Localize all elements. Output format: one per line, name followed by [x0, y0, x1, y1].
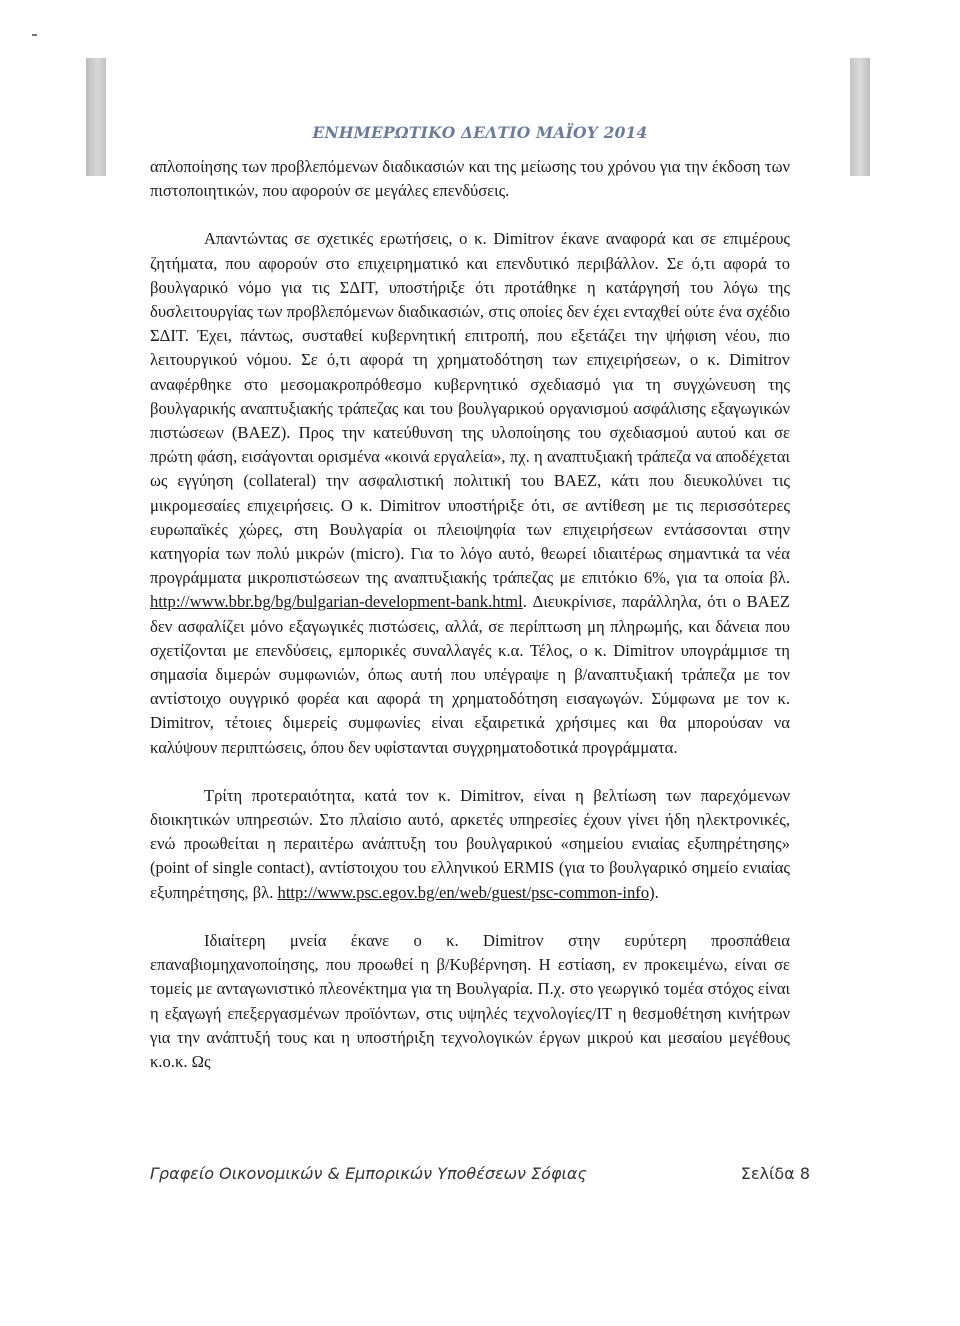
paragraph-1: απλοποίησης των προβλεπόμενων διαδικασιών και της μείωσης του χρόνου για την έκδοση των πιστοποιητικών, που αφορούν σε μεγάλες επενδύσεις.	[150, 157, 790, 201]
paragraph-2-text-a: Απαντώντας σε σχετικές ερωτήσεις, ο κ. Dimitrov έκανε αναφορά και σε επιμέρους ζητήματα, που αφορούν στο επιχειρηματικό και επενδυτικό περιβάλλον. Σε ό,τι αφορά το βουλγαρικό νόμο για τις ΣΔΙΤ, υποστήριξε ότι προτάθηκε η κατάργησή του λόγω της δυσλειτουργίας των προβλεπόμενων διαδικασιών, στις οποίες δεν έχει ενταχθεί ούτε ένα σχέδιο ΣΔΙΤ. Έχει, πάντως, συσταθεί κυβερνητική επιτροπή, που εξετάζει την ψήφιση νέου, πιο λειτουργικού νόμου. Σε ό,τι αφορά τη χρηματοδότηση των επιχειρήσεων, ο κ. Dimitrov αναφέρθηκε στο μεσομακροπρόθεσμο κυβερνητικό σχεδιασμό για τη συγχώνευση της βουλγαρικής αναπτυξιακής τράπεζας και του βουλγαρικού οργανισμού ασφάλισης εξαγωγικών πιστώσεων (BAEZ). Προς την κατεύθυνση της υλοποίησης του σχεδιασμού αυτού και σε πρώτη φάση, εισάγονται ορισμένα «κοινά εργαλεία», πχ. η αναπτυξιακή τράπεζα να αποδέχεται ως εγγύηση (collateral) την ασφαλιστική πολιτική του BAEZ, κάτι που διευκολύνει τις μικρομεσαίες επιχειρήσεις. Ο κ. Dimitrov υποστήριξε ότι, σε αντίθεση με τις περισσότερες ευρωπαϊκές χώρες, στη Βουλγαρία οι πλειοψηφία των επιχειρήσεων εντάσσονται στην κατηγορία των πολύ μικρών (micro). Για το λόγο αυτό, θεωρεί ιδιαιτέρως σημαντικά τα νέα προγράμματα μικροπιστώσεων της αναπτυξιακής τράπεζας με επιτόκιο 6%, για τα οποία βλ.	[150, 229, 790, 588]
paragraph-3	[150, 784, 790, 905]
paragraph-3-text-a: Τρίτη προτεραιότητα, κατά τον κ. Dimitrov, είναι η βελτίωση των παρεχόμενων διοικητικών υπηρεσιών. Στο πλαίσιο αυτό, αρκετές υπηρεσίες έχουν γίνει ήδη ηλεκτρονικές, ενώ προωθείται η περαιτέρω ανάπτυξη του βουλγαρικού «σημείου ενιαίας εξυπηρέτησης» (point of single contact), αντίστοιχου του ελληνικού ERMIS (για το βουλγαρικό σημείο ενιαίας εξυπηρέτησης, βλ.	[150, 785, 790, 902]
page-header-title: ΕΝΗΜΕΡΩΤΙΚΟ ΔΕΛΤΙΟ ΜΑΪΟΥ 2014	[312, 123, 648, 142]
paragraph-4: Ιδιαίτερη μνεία έκανε ο κ. Dimitrov στην ευρύτερη προσπάθεια επαναβιομηχανοποίησης, που προωθεί η β/Κυβέρνηση. Η εστίαση, εν προκειμένω, είναι σε τομείς με ανταγωνιστικό πλεονέκτημα για τη Βουλγαρία. Π.χ. στο γεωργικό τομέα στόχος είναι η εξαγωγή επεξεργασμένων προϊόντων, στις υψηλές τεχνολογίες/IT η θεσμοθέτηση κινήτρων για την ανάπτυξή τους και η υποστήριξη τεχνολογικών έργων μικρού και μεσαίου μεγέθους κ.ο.κ. Ως	[150, 930, 790, 1071]
right-margin-bar	[850, 58, 870, 176]
bbr-link[interactable]: http://www.bbr.bg/bg/bulgarian-development-bank.html	[150, 592, 523, 612]
footer-office: Γραφείο Οικονομικών & Εμπορικών Υποθέσεων Σόφιας	[150, 1164, 587, 1183]
scan-artifact	[32, 34, 37, 36]
left-margin-bar	[86, 58, 106, 176]
paragraph-2	[150, 227, 790, 759]
psc-link[interactable]: http://www.psc.egov.bg/en/web/guest/psc-common-info	[277, 882, 650, 902]
paragraph-2-text-b: . Διευκρίνισε, παράλληλα, ότι ο BAEZ δεν ασφαλίζει μόνο εξαγωγικές πιστώσεις, αλλά, σε περίπτωση μη πληρωμής, και δάνεια που σχετίζονται με επενδύσεις, εμπορικές συναλλαγές κ.α. Τέλος, ο κ. Dimitrov υπογράμμισε τη σημασία διμερών συμφωνιών, όπως αυτή που υπέγραψε η β/αναπτυξιακή τράπεζα με τον αντίστοιχο ουγγρικό φορέα και αφορά τη χρηματοδότηση εισαγωγών. Σύμφωνα με τον κ. Dimitrov, τέτοιες διμερείς συμφωνίες είναι εξαιρετικά χρήσιμες και θα μπορούσαν να καλύψουν περιπτώσεις, όπου δεν υφίστανται συγχρηματοδοτικά προγράμματα.	[150, 592, 790, 757]
paragraph-3-text-b: ).	[649, 882, 659, 902]
footer-page-number: Σελίδα 8	[740, 1164, 810, 1183]
page-body	[150, 155, 790, 1074]
